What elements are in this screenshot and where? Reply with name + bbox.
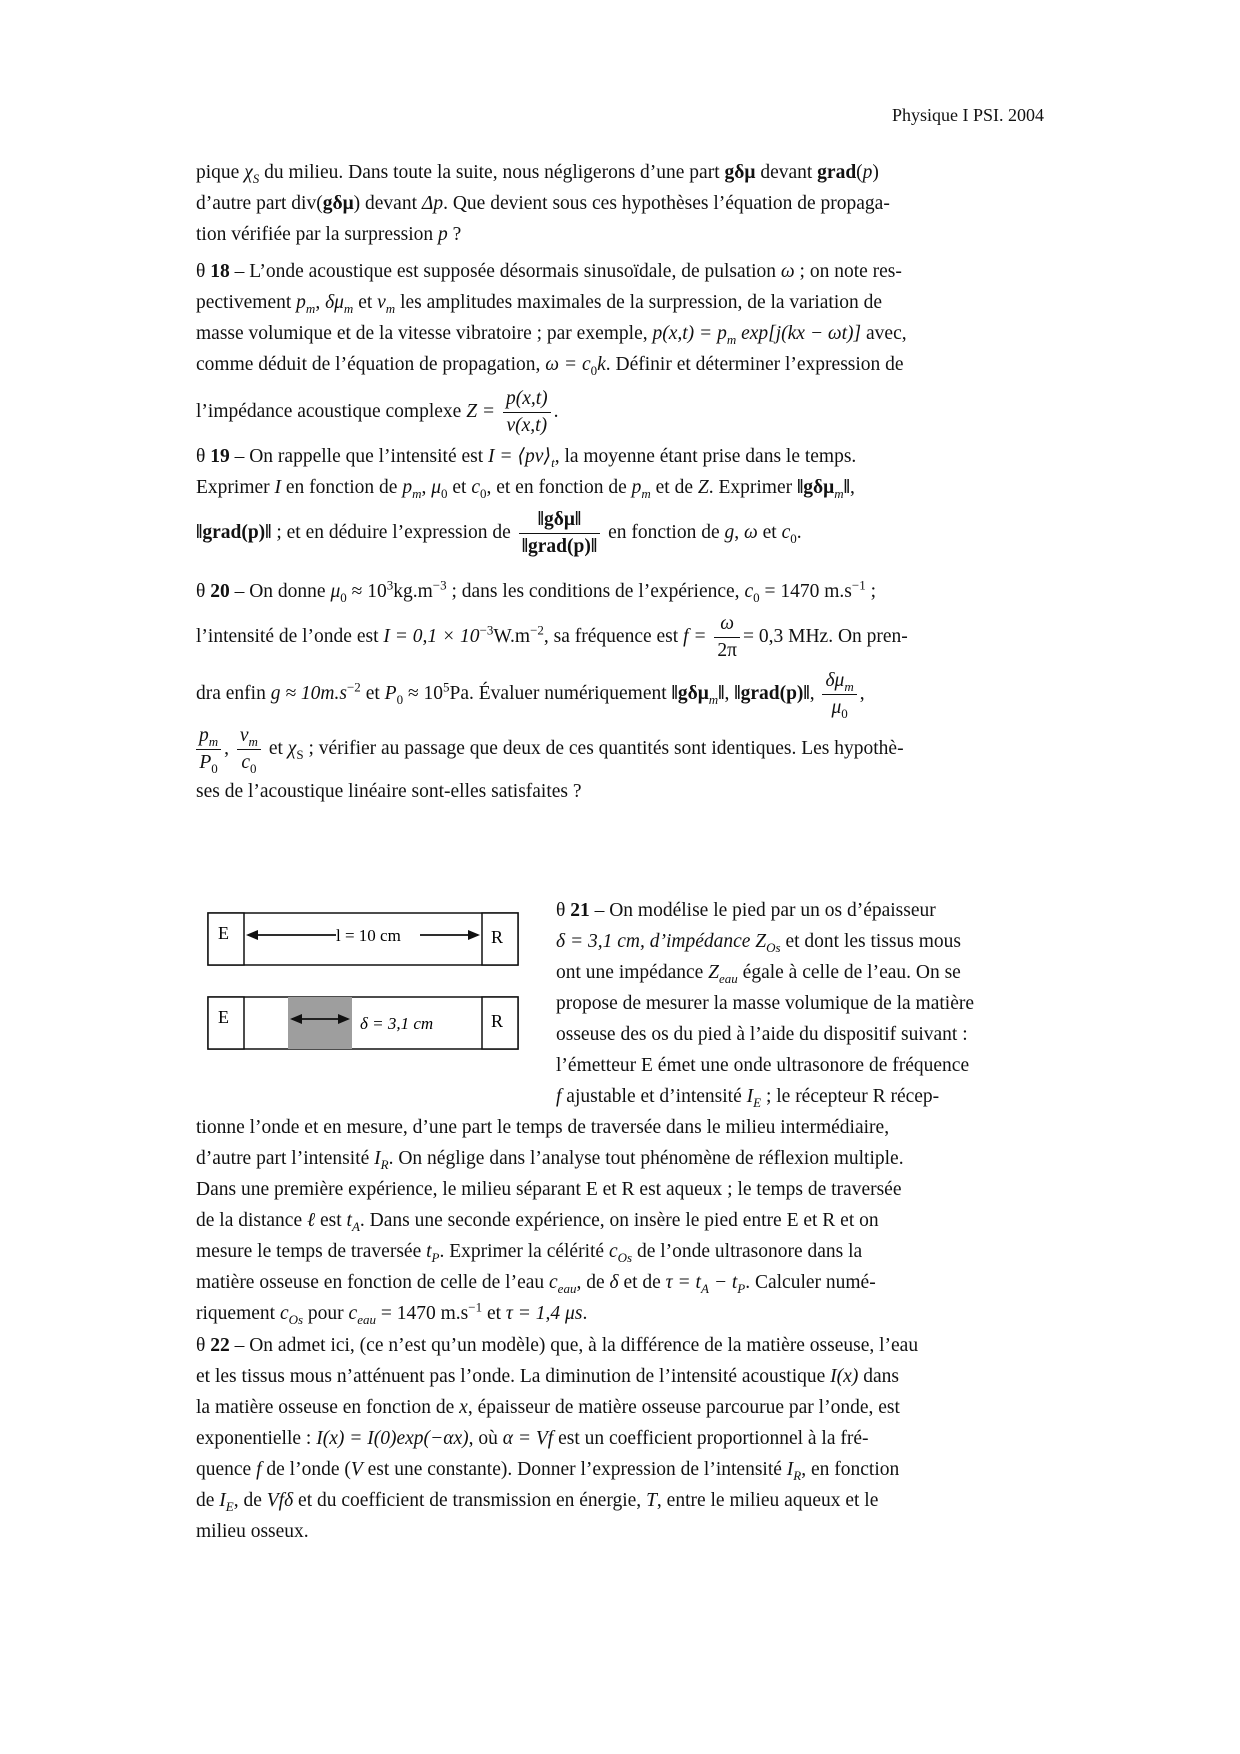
thickness-label: δ = 3,1 cm <box>360 1014 434 1033</box>
question-20: θ 20 – On donne $\mu_0 \approx 10^3kg.m^{-3}$ ; dans les conditions de l’expérience, $c_0 = 1470$ $m.s^{-1}$ ; l’intensité de l’onde est $I = 0,1 \times 10^{-3}W.m^{-2}$, sa fréquence est f = $\frac{\omega}{2\pi}$ = 0,3 MHz. On pren- dra enfin $g \approx 10m.s^{-2}$ et $P_0 \approx 10^5Pa$. Évaluer numériquement ‖gδμ$_m$‖, ‖grad(p)‖, $\frac{\delta\mu_m}{\mu_0}$ , $\frac{p_m}{P_0}$ , $\frac{v_m}{c_0}$ et $\chi_S$ ; vérifier au passage que deux de ces quantités sont identiques. Les hypothè- ses de l’acoustique linéaire sont-elles satisfaites ? <box>196 577 908 802</box>
question-18: θ 18 – L’onde acoustique est supposée désormais sinusoïdale, de pulsation ω ; on note res- pectivement $p_m$, $\delta\mu_m$ et $v_m$ les amplitudes maximales de la surpression, de la variation de masse volumique et de la vitesse vibratoire ; par exemple, $p(x,t) = p_m$ exp[j(kx − ωt)] avec, comme déduit de l’équation de propagation, $\omega = c_0k$. Définir et déterminer l’expression de l’impédance acoustique complexe Z = $\frac{p(x,t)}{v(x,t)}$ . <box>196 261 907 436</box>
experiment-diagram <box>196 905 532 1065</box>
bone-region <box>288 997 352 1049</box>
paragraph-q17-end: pique $\chi_S$ du milieu. Dans toute la suite, nous négligerons d’une part gδμ devant grad(p) d’autre part div(gδμ) devant Δp. Que devient sous ces hypothèses l’équation de propaga- tion vérifiée par la surpression p ? <box>196 162 890 245</box>
page-header: Physique I PSI. 2004 <box>891 105 1044 125</box>
question-19: θ 19 – On rappelle que l’intensité est $I = ⟨pv⟩_t$, la moyenne étant prise dans le temps. Exprimer I en fonction de $p_m$, $\mu_0$ et $c_0$, et en fonction de $p_m$ et de Z. Exprimer ‖gδμ$_m$‖, ‖grad(p)‖ ; et en déduire l’expression de $\frac{\text{‖gδμ‖}}{\text{‖grad(p)‖}}$ en fonction de g, ω et $c_0$. <box>196 446 857 557</box>
length-arrowhead-left <box>246 930 258 940</box>
receiver-label-bottom: R <box>491 1011 504 1031</box>
length-arrowhead-right <box>468 930 480 940</box>
question-22: θ 22 – On admet ici, (ce n’est qu’un modèle) que, à la différence de la matière osseuse, l’eau et les tissus mous n’atténuent pas l’onde. La diminution de l’intensité acoustique I(x) dans la matière osseuse en fonction de x, épaisseur de matière osseuse parcourue par l’onde, est exponentielle : I(x) = I(0)exp(−αx), où α = Vf est un coefficient proportionnel à la fré- quence f de l’onde (V est une constante). Donner l’expression de l’intensité $I_R$, en fonction de $I_E$, de Vfδ et du coefficient de transmission en énergie, T, entre le milieu aqueux et le milieu osseux. <box>196 1335 919 1542</box>
receiver-label-top: R <box>491 927 504 947</box>
question-21-top: θ 21 – On modélise le pied par un os d’épaisseur δ = 3,1 cm, d’impédance $Z_{Os}$ et dont les tissus mous ont une impédance $Z_{eau}$ égale à celle de l’eau. On se propose de mesurer la masse volumique de la matière osseuse des os du pied à l’aide du dispositif suivant : l’émetteur E émet une onde ultrasonore de fréquence f ajustable et d’intensité $I_E$ ; le récepteur R récep- <box>556 900 975 1110</box>
emitter-label-bottom: E <box>218 1007 229 1027</box>
length-label: l = 10 cm <box>336 926 401 945</box>
question-21-bottom: tionne l’onde et en mesure, d’une part le temps de traversée dans le milieu intermédiaire, d’autre part l’intensité $I_R$. On néglige dans l’analyse tout phénomène de réflexion multiple. Dans une première expérience, le milieu séparant E et R est aqueux ; le temps de traversée de la distance ℓ est $t_A$. Dans une seconde expérience, on insère le pied entre E et R et on mesure le temps de traversée $t_P$. Exprimer la célérité $c_{Os}$ de l’onde ultrasonore dans la matière osseuse en fonction de celle de l’eau $c_{eau}$, de δ et de $\tau = t_A - t_P$. Calculer numé- riquement $c_{Os}$ pour $c_{eau} = 1470$ $m.s^{-1}$ et τ = 1,4 μs. <box>196 1117 904 1327</box>
emitter-label-top: E <box>218 923 229 943</box>
